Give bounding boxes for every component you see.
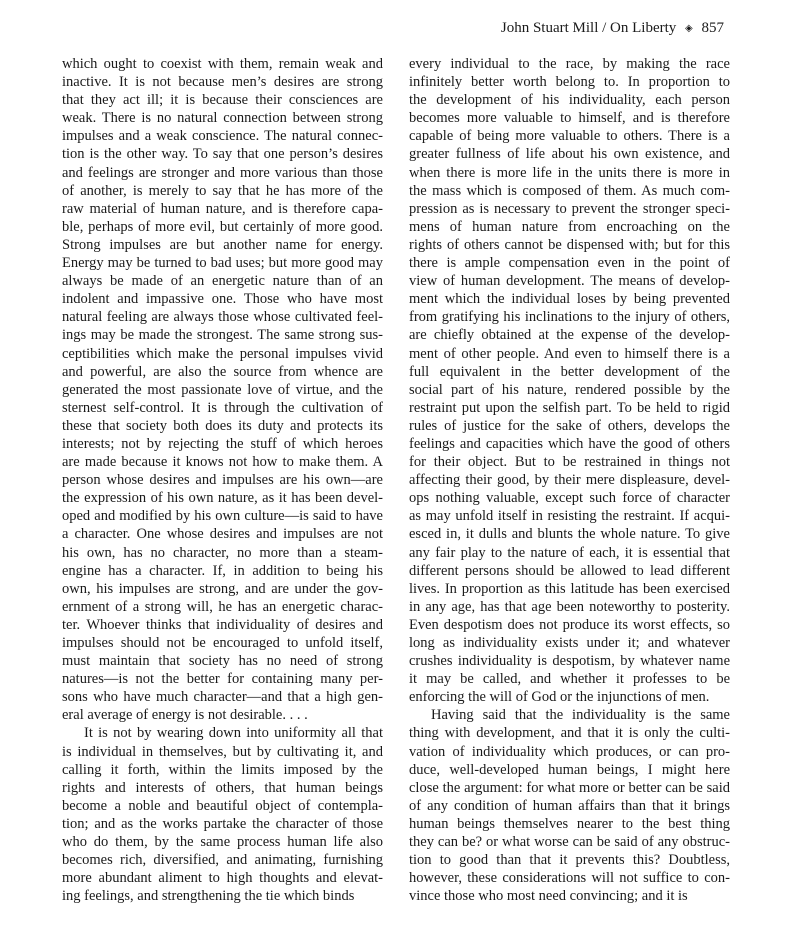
text-line: always be made of an energetic nature than of an (62, 273, 383, 290)
text-line: natures—is not the better for containing many per- (62, 671, 383, 688)
ornament-icon: ◈ (685, 23, 693, 34)
text-line: impulses should not be encouraged to unfold itself, (62, 635, 383, 651)
page-number: 857 (701, 20, 724, 36)
left-text-column (62, 55, 383, 905)
text-line: Energy may be turned to bad uses; but more good may (62, 255, 383, 272)
text-line: capable of being more valuable to others. There is a (409, 128, 730, 145)
text-line: It is not by wearing down into uniformity all that (84, 725, 383, 742)
text-line: tion to good than that it prevents this? Doubtless, (409, 852, 730, 869)
text-line: from gratifying his inclinations to the injury of others, (409, 309, 730, 326)
text-line: ment which the individual loses by being prevented (409, 291, 730, 308)
text-line: Strong impulses are but another name for energy. (62, 236, 383, 253)
text-line: impulses and a weak conscience. The natural connec- (62, 128, 383, 145)
text-line: person whose desires and impulses are his own—are (62, 472, 383, 489)
text-line: restraint put upon the selfish part. To be held to rigid (409, 399, 730, 416)
text-line: become a noble and beautiful object of contempla- (62, 797, 383, 814)
text-line: oped and modified by his own culture—is said to have (62, 508, 383, 525)
text-line: rights and interests of others, that human beings (62, 779, 383, 796)
text-line: in any age, has that age been noteworthy to posterity. (409, 598, 730, 615)
text-line: social part of his nature, rendered possible by the (409, 381, 730, 398)
text-line: must maintain that society has no need of strong (62, 653, 383, 670)
running-head (501, 19, 724, 39)
text-line: duce, well-developed human beings, I might here (409, 761, 730, 778)
text-line: ble, perhaps of more evil, but certainly of more good. (62, 218, 383, 235)
text-line: eral average of energy is not desirable. . . . (62, 707, 308, 724)
text-line: it may be called, and whether it professes to be (409, 671, 730, 688)
text-line: interests; not by rejecting the stuff of which heroes (62, 435, 383, 452)
text-line: natural feeling are always those whose cultivated feel- (62, 309, 383, 326)
text-line: ernment of a strong will, he has an energetic charac- (62, 598, 383, 615)
text-line: indolent and impassive one. Those who have most (62, 291, 383, 308)
text-line: weak. There is no natural connection between strong (62, 110, 383, 127)
text-line: view of human development. The means of develop- (409, 273, 730, 290)
text-line: a character. One whose desires and impulses are not (62, 526, 383, 543)
text-line: ceptibilities which make the personal impulses vivid (62, 345, 383, 362)
text-line: however, these considerations will not suffice to con- (409, 870, 730, 887)
right-text-column (409, 55, 730, 905)
text-line: affecting their good, by their mere displeasure, devel- (409, 472, 730, 489)
text-line: when there is more life in the units there is more in (409, 164, 730, 181)
text-line: esced in, it dulls and blunts the whole nature. To give (409, 526, 730, 543)
text-line: infinitely better worth belong to. In proportion to (409, 74, 730, 91)
text-line: of another, is merely to say that he has more of the (62, 182, 383, 199)
text-line: ment of other people. And even to himself there is a (409, 345, 730, 362)
text-line: close the argument: for what more or better can be said (409, 779, 730, 796)
text-line: is individual in themselves, but by cultivating it, and (62, 743, 383, 760)
text-line: ops nothing valuable, except such force of character (409, 490, 730, 507)
text-line: generated the most passionate love of virtue, and the (62, 381, 383, 398)
text-line: inactive. It is not because men’s desires are strong (62, 74, 383, 91)
text-line: human beings themselves nearer to the best thing (409, 815, 730, 832)
text-line: different persons should be allowed to lead different (409, 562, 730, 579)
text-line: there is ample compensation even in the point of (409, 255, 730, 272)
text-line: ing feelings, and strengthening the tie which binds (62, 888, 355, 905)
text-line: Having said that the individuality is the same (431, 707, 730, 724)
running-head-title: John Stuart Mill / On Liberty (500, 20, 677, 36)
text-line: the development of his individuality, each person (409, 92, 730, 109)
text-line: enforcing the will of God or the injunctions of men. (409, 689, 710, 706)
text-line: the expression of his own nature, as it has been devel- (62, 490, 383, 507)
text-line: becomes rich, diversified, and animating, furnishing (62, 852, 383, 869)
text-line: these that society both does its duty and protects its (62, 417, 383, 434)
text-line: as may unfold itself in resisting the restraint. If acqui- (409, 508, 730, 525)
text-line: the mass which is composed of them. As much com- (409, 182, 730, 199)
text-line: feelings and capacities which have the good of others (409, 435, 730, 452)
text-line: engine has a character. If, in addition to being his (62, 562, 383, 579)
text-line: tion; and as the works partake the character of those (62, 815, 383, 832)
text-line: tion is the other way. To say that one person’s desires (62, 146, 383, 163)
text-line: raw material of human nature, and is therefore capa- (62, 200, 383, 217)
text-line: they can be? or what worse can be said of any obstruc- (409, 834, 730, 851)
text-line: thing with development, and that it is only the culti- (409, 725, 730, 742)
text-line: greater fullness of life about his own existence, and (409, 146, 730, 163)
text-line: calling it forth, within the limits imposed by the (62, 761, 383, 778)
text-line: are chiefly obtained at the expense of the develop- (409, 327, 730, 344)
text-line: ter. Whoever thinks that individuality of desires and (62, 616, 383, 633)
text-line: lives. In proportion as this latitude has been exercised (409, 580, 730, 597)
text-line: crushes individuality is despotism, by whatever name (409, 653, 730, 670)
text-line: which ought to coexist with them, remain weak and (62, 56, 383, 72)
text-line: vation of individuality which produces, or can pro- (409, 743, 730, 760)
text-line: are made because it knows not how to make them. A (62, 454, 383, 471)
text-line: of any condition of human affairs than that it brings (409, 797, 730, 814)
text-line: his own, has no character, no more than a steam- (62, 544, 383, 561)
text-line: mens of human nature from encroaching on the (409, 218, 730, 235)
text-line: long as individuality exists under it; and whatever (409, 635, 730, 651)
text-line: every individual to the race, by making the race (409, 56, 730, 72)
text-line: who do them, by the same process human life also (62, 834, 383, 851)
text-line: sons who have much character—and that a high gen- (62, 689, 383, 706)
text-line: more abundant aliment to high thoughts and elevat- (62, 870, 383, 887)
text-line: rights of others cannot be dispensed with; but for this (409, 236, 730, 253)
text-line: that they act ill; it is because their consciences are (62, 92, 383, 109)
text-line: rules of justice for the sake of others, develops the (409, 417, 730, 434)
text-line: for their object. But to be restrained in things not (409, 454, 730, 471)
text-line: Even despotism does not produce its worst effects, so (409, 616, 730, 633)
text-line: own, his impulses are strong, and are under the gov- (62, 580, 383, 597)
text-line: pression as is necessary to prevent the stronger speci- (409, 200, 730, 217)
text-line: any fair play to the nature of each, it is essential that (409, 544, 730, 561)
text-line: and feelings are stronger and more various than those (62, 164, 383, 181)
text-line: ings may be made the strongest. The same strong sus- (62, 327, 383, 344)
text-line: vince those who most need convincing; and it is (409, 888, 688, 905)
text-line: and powerful, are also the source from whence are (62, 363, 383, 380)
text-line: sternest self-control. It is through the cultivation of (62, 399, 383, 416)
text-line: becomes more valuable to himself, and is therefore (409, 110, 730, 127)
text-line: full equivalent in the better development of the (409, 363, 730, 380)
